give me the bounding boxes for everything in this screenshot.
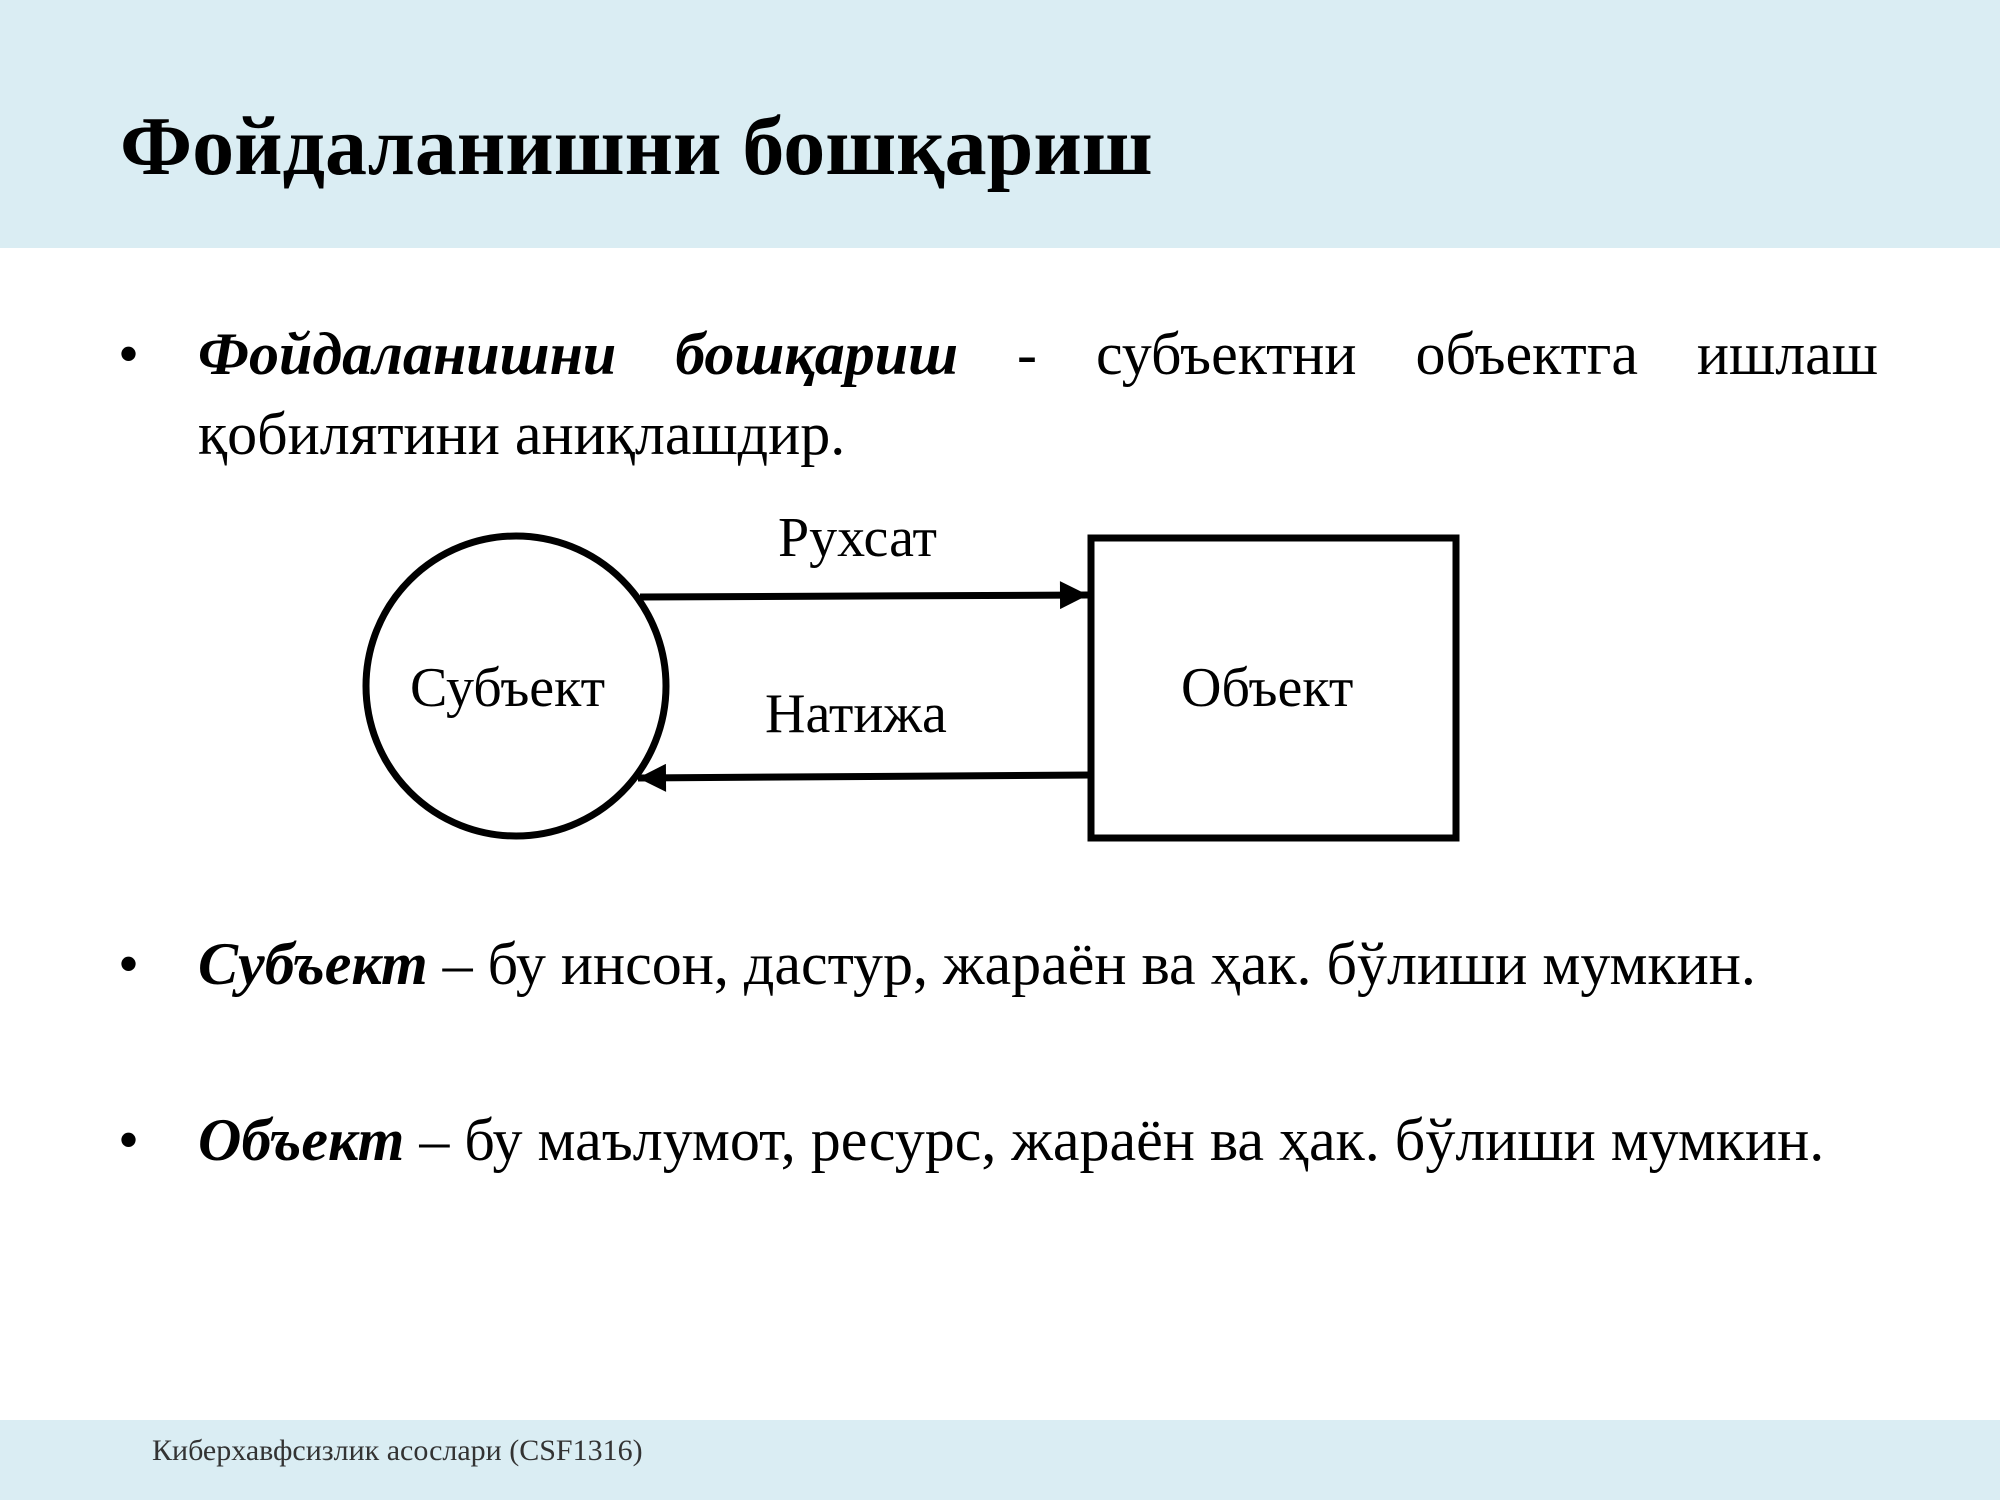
- access-control-diagram: [340, 500, 1480, 860]
- bullet-text: [198, 314, 1878, 474]
- subject-label: Субъект: [410, 657, 606, 719]
- bullet-term: Субъект: [198, 931, 428, 997]
- bullet-definition: [118, 314, 1878, 474]
- bullet-marker: •: [118, 321, 140, 387]
- bullet-description: - субъектни объектга ишлаш қобилятини аниқлашдир.: [198, 321, 1878, 467]
- object-label: Объект: [1181, 657, 1354, 719]
- bullet-term: Фойдаланишни бошқариш: [198, 321, 959, 387]
- bullet-marker: •: [118, 1107, 140, 1173]
- bullet-text: [198, 1100, 1878, 1180]
- bullet-subject: [118, 924, 1878, 1004]
- bullet-term: Объект: [198, 1107, 405, 1173]
- permission-arrow: [640, 595, 1088, 597]
- bullet-marker: •: [118, 931, 140, 997]
- permission-label: Рухсат: [778, 507, 937, 569]
- footer-course-name: Киберхавфсизлик асослари (CSF1316): [152, 1434, 643, 1467]
- result-arrow: [638, 775, 1091, 778]
- result-label: Натижа: [765, 683, 947, 745]
- bullet-description: – бу инсон, дастур, жараён ва ҳак. бўлиши мумкин.: [427, 931, 1756, 997]
- bullet-text: [198, 924, 1878, 1004]
- bullet-object: [118, 1100, 1878, 1180]
- slide-title: Фойдаланишни бошқариш: [120, 100, 1153, 193]
- bullet-description: – бу маълумот, ресурс, жараён ва ҳак. бўлиши мумкин.: [404, 1107, 1825, 1173]
